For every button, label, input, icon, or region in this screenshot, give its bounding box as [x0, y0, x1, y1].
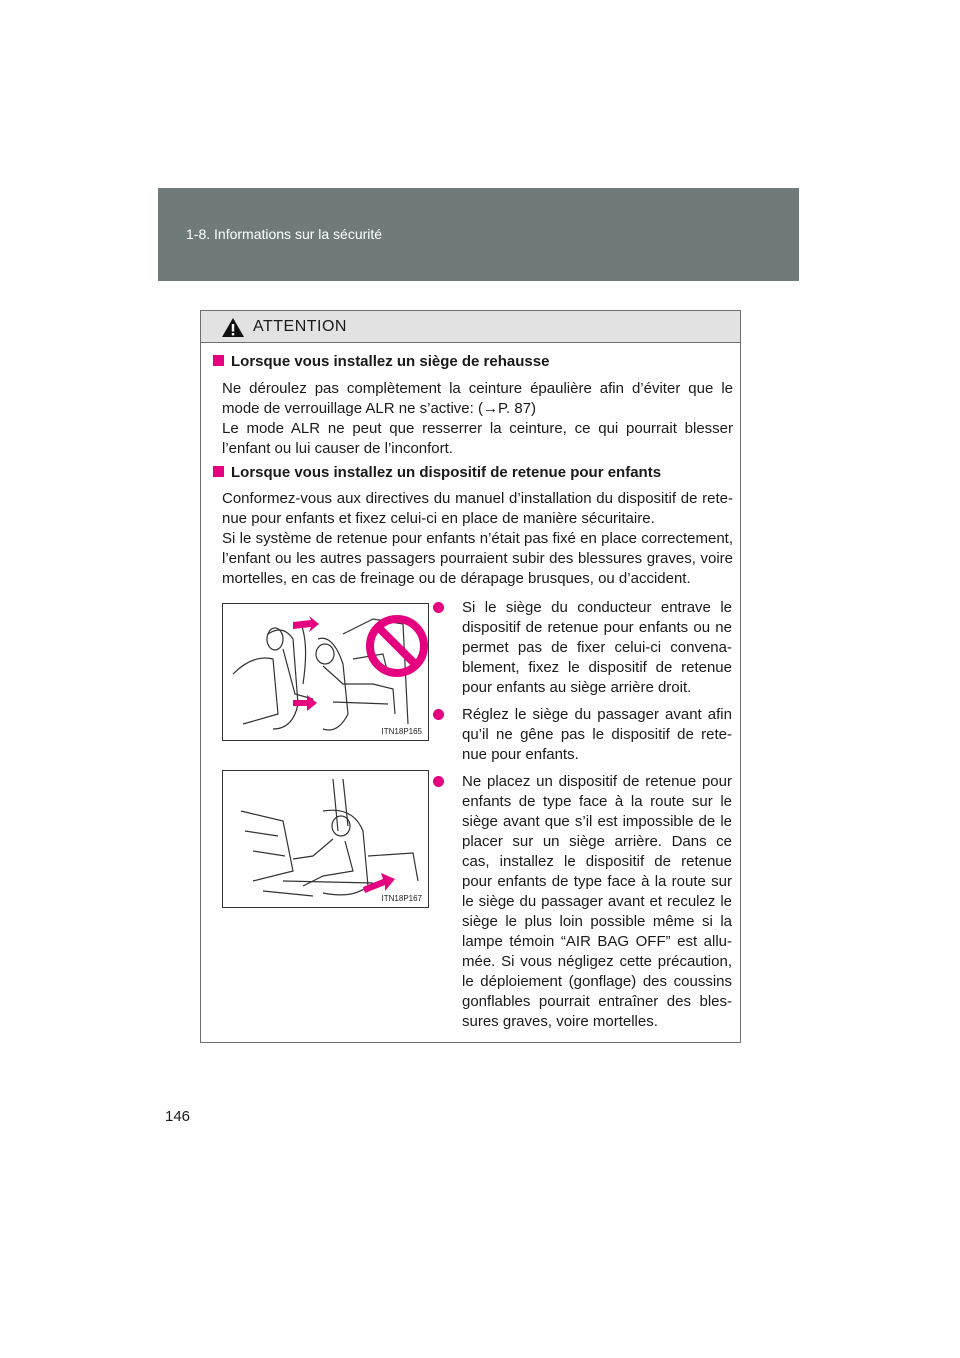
paragraph-child-restraint	[222, 489, 733, 589]
square-bullet-icon	[213, 466, 224, 477]
text-line: siège le plus loin possible même si la	[462, 913, 732, 930]
text-line: Si le siège du conducteur entrave le	[462, 599, 732, 616]
warning-title: ATTENTION	[253, 318, 347, 335]
text-line: Ne placez un dispositif de retenue pour	[462, 773, 732, 790]
text-line: nue pour enfants et fixez celui-ci en place de manière sécuritaire.	[222, 510, 655, 527]
illustration-passenger-seat	[222, 770, 429, 908]
text-line: mode de verrouillage ALR ne s’active: (→P. 87)	[222, 400, 537, 417]
text-line: l’enfant ou lui causer de l’inconfort.	[222, 440, 453, 457]
text-line: Conformez-vous aux directives du manuel d’installation du dispositif de rete-	[222, 490, 733, 507]
section-heading-booster-seat	[213, 353, 549, 370]
text-line: Ne déroulez pas complètement la ceinture épaulière afin d’éviter que le	[222, 380, 733, 397]
text-line: mée. Si vous négligez cette précaution,	[462, 953, 732, 970]
heading-text: Lorsque vous installez un siège de rehausse	[231, 353, 550, 370]
text-line: sures graves, voire mortelles.	[462, 1013, 658, 1030]
text-line: Le mode ALR ne peut que resserrer la ceinture, ce qui pourrait blesser	[222, 420, 733, 437]
text-line: dispositif de retenue pour enfants ou ne	[462, 619, 732, 636]
section-title: 1-8. Informations sur la sécurité	[186, 226, 383, 242]
warning-icon	[221, 317, 245, 338]
prohibited-icon	[370, 619, 424, 673]
page-number: 146	[165, 1108, 191, 1125]
illustration-driver-seat	[222, 603, 429, 741]
text-line: placer sur un siège arrière. Dans ce	[462, 833, 732, 850]
text-line: lampe témoin “AIR BAG OFF” est allu-	[462, 933, 732, 950]
text-line: Si le système de retenue pour enfants n’était pas fixé en place correctement,	[222, 530, 733, 547]
bullet-item	[433, 598, 733, 698]
round-bullet-icon	[433, 776, 444, 787]
bullet-item	[433, 772, 733, 1032]
warning-box	[200, 310, 741, 1043]
heading-text: Lorsque vous installez un dispositif de retenue pour enfants	[231, 464, 662, 481]
text-line: enfants de type face à la route sur le	[462, 793, 732, 810]
text-line: le siège du passager avant et reculez le	[462, 893, 732, 910]
passenger-seat-diagram-image	[223, 771, 429, 908]
text-line: le déploiement (gonflage) des coussins	[462, 973, 732, 990]
text-line: pour enfants au siège arrière droit.	[462, 679, 692, 696]
text-line: blement, fixez le dispositif de retenue	[462, 659, 732, 676]
text-line: qu’il ne gêne pas le dispositif de rete-	[462, 726, 732, 743]
warning-title-bar	[201, 311, 740, 343]
text-line: siège avant que s’il est impossible de le	[462, 813, 732, 830]
text-line: Réglez le siège du passager avant afin	[462, 706, 732, 723]
section-heading-child-restraint	[213, 464, 661, 481]
bullet-text	[462, 772, 732, 1032]
figure-code: ITN18P165	[381, 727, 422, 736]
figure-code: ITN18P167	[381, 894, 422, 903]
text-line: permet pas de fixer celui-ci convena-	[462, 639, 732, 656]
square-bullet-icon	[213, 355, 224, 366]
round-bullet-icon	[433, 602, 444, 613]
text-line: nue pour enfants.	[462, 746, 579, 763]
text-line: mortelles, en cas de freinage ou de dérapage brusques, ou d’accident.	[222, 570, 691, 587]
text-line: pour enfants de type face à la route sur	[462, 873, 732, 890]
paragraph-booster-seat	[222, 379, 733, 459]
seat-diagram-image	[223, 604, 429, 741]
bullet-item	[433, 705, 733, 765]
text-line: l’enfant ou les autres passagers pourraient subir des blessures graves, voire	[222, 550, 733, 567]
text-line: cas, installez le dispositif de retenue	[462, 853, 732, 870]
round-bullet-icon	[433, 709, 444, 720]
chapter-header-band	[158, 188, 799, 281]
bullet-text	[462, 598, 732, 698]
text-line: gonflables pourrait entraîner des bles-	[462, 993, 732, 1010]
bullet-text	[462, 705, 732, 765]
